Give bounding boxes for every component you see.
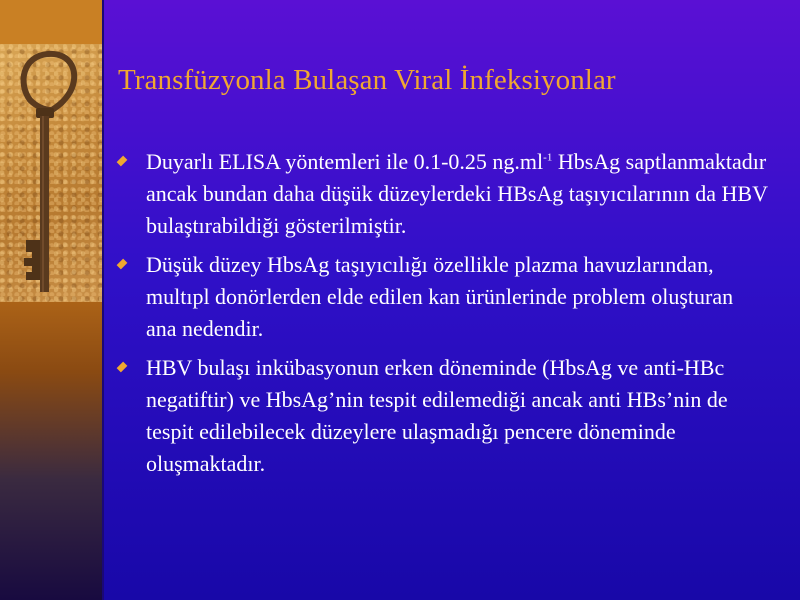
- superscript-text: -1: [543, 151, 553, 164]
- bullet-text: HBV bulaşı inkübasyonun erken döneminde (HbsAg ve anti-HBc negatiftir) ve HbsAg’nin tespit edilemediği ancak anti HBs’nin de tespit edilebilecek düzeylere ulaşmadığı pencere döneminde oluşmaktadır.: [146, 355, 728, 476]
- bullet-item: [118, 352, 768, 480]
- slide-title: Transfüzyonla Bulaşan Viral İnfeksiyonlar: [118, 64, 616, 96]
- bullet-item: [118, 249, 768, 345]
- bullet-text: Duyarlı ELISA yöntemleri ile 0.1-0.25 ng.ml: [146, 149, 544, 174]
- bullet-text: Düşük düzey HbsAg taşıyıcılığı özellikle plazma havuzlarından, multıpl donörlerden elde edilen kan ürünlerinde problem oluşturan ana nedendir.: [146, 252, 734, 341]
- diamond-bullet-icon: [117, 156, 128, 167]
- key-photo: [0, 44, 102, 302]
- diamond-bullet-icon: [117, 259, 128, 270]
- bullet-item: [118, 146, 768, 242]
- diamond-bullet-icon: [117, 362, 128, 373]
- top-color-band: [0, 0, 102, 44]
- bullet-list: [118, 146, 768, 487]
- strip-divider: [102, 0, 104, 600]
- left-decorative-strip: [0, 0, 102, 600]
- bullet-text-continued: HbsAg saptlanmaktadır ancak bundan daha düşük düzeylerdeki HBsAg taşıyıcılarının da HBV bulaştırabildiği gösterilmiştir.: [146, 149, 768, 238]
- antique-key-icon: [0, 44, 102, 302]
